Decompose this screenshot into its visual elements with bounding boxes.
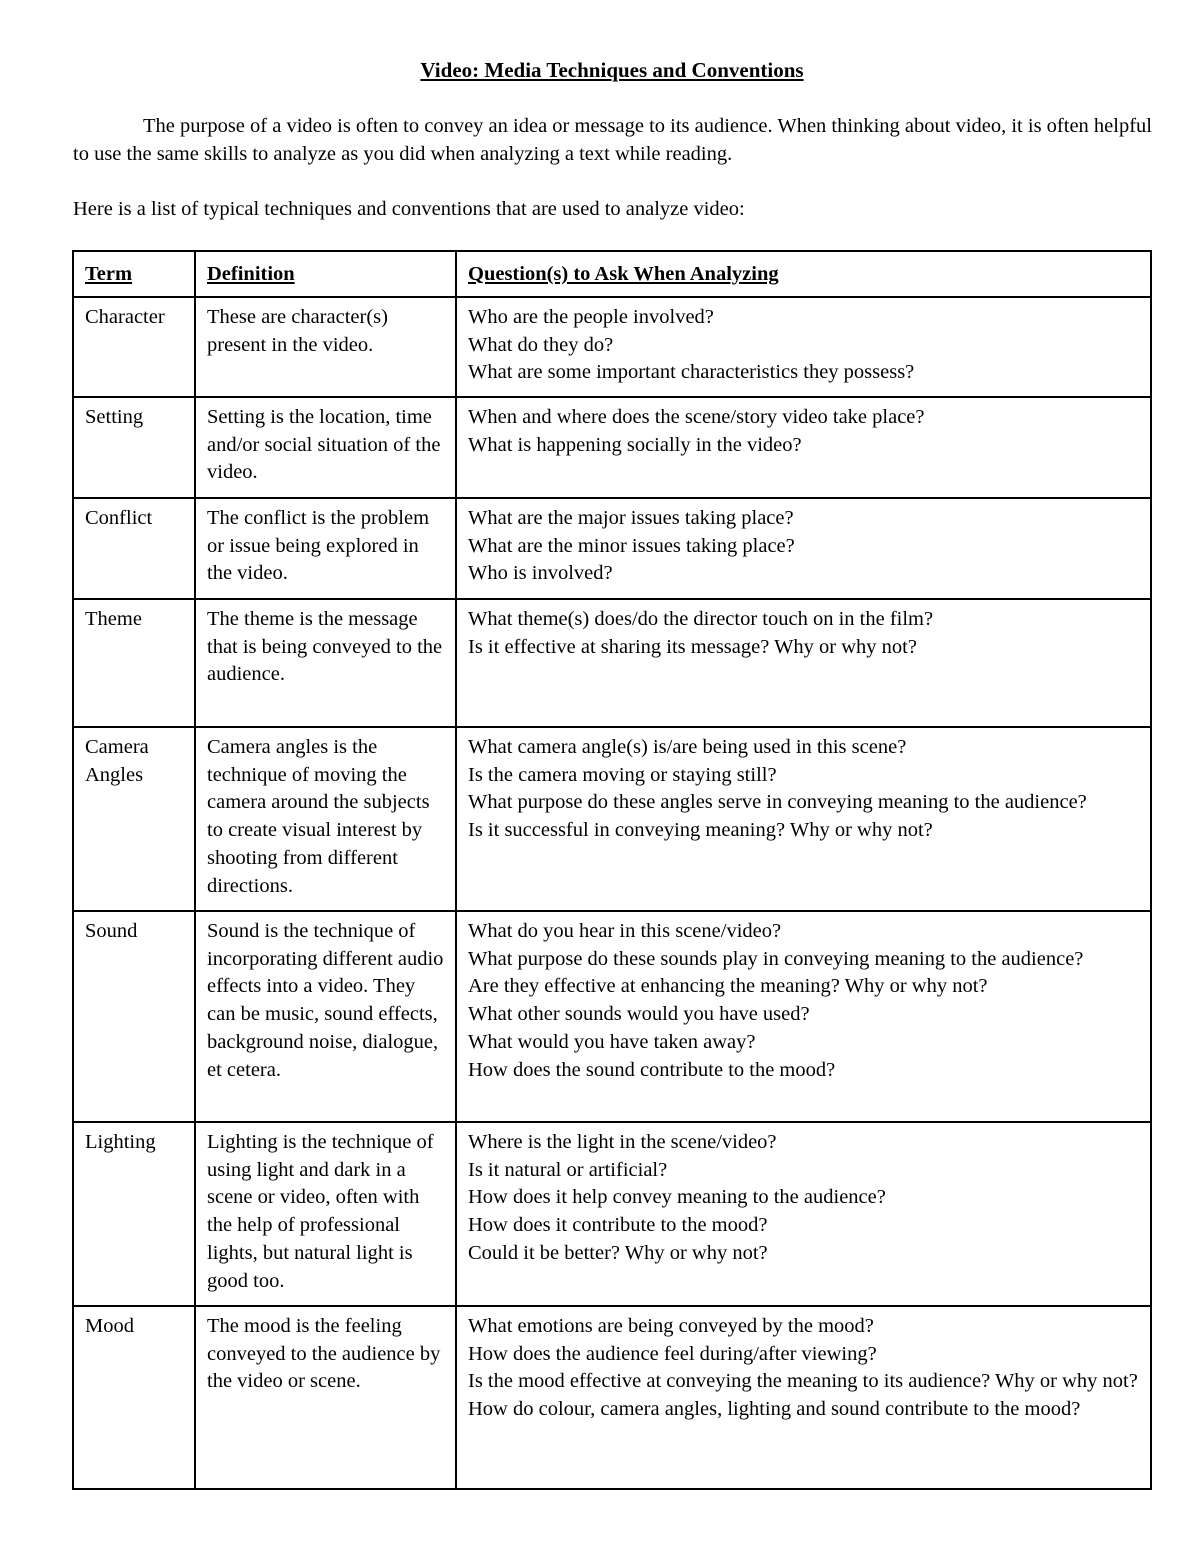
header-term <box>73 251 195 297</box>
questions-cell <box>456 397 1151 498</box>
definition-cell: Camera angles is the technique of moving the camera around the subjects to create visual interest by shooting from different directions. <box>195 727 456 911</box>
question-line: Could it be better? Why or why not? <box>468 1241 768 1264</box>
question-line: How do colour, camera angles, lighting and sound contribute to the mood? <box>468 1398 1081 1421</box>
definition-cell: The theme is the message that is being conveyed to the audience. <box>195 599 456 727</box>
table-row <box>73 397 1151 498</box>
question-line: Where is the light in the scene/video? <box>468 1131 777 1153</box>
table-row <box>73 297 1151 397</box>
question-line: How does it contribute to the mood? <box>468 1214 768 1237</box>
term-cell: Mood <box>73 1306 195 1489</box>
questions-cell <box>456 498 1151 599</box>
question-line: What emotions are being conveyed by the mood? <box>468 1315 874 1337</box>
questions-cell <box>456 911 1151 1122</box>
question-line: Is the camera moving or staying still? <box>468 763 777 786</box>
term-cell: Setting <box>73 397 195 498</box>
table-row <box>73 1122 1151 1306</box>
questions-cell <box>456 599 1151 727</box>
questions-cell <box>456 1306 1151 1489</box>
definition-cell: Lighting is the technique of using light and dark in a scene or video, often with the help of professional lights, but natural light is good too. <box>195 1122 456 1306</box>
question-line: Is it successful in conveying meaning? Why or why not? <box>468 819 933 842</box>
question-line: How does the sound contribute to the mood? <box>468 1058 836 1081</box>
questions-cell <box>456 1122 1151 1306</box>
question-line: What are some important characteristics they possess? <box>468 361 915 384</box>
definition-cell: The conflict is the problem or issue being explored in the video. <box>195 498 456 599</box>
lead-paragraph: Here is a list of typical techniques and conventions that are used to analyze video: <box>73 198 745 220</box>
table-header <box>73 251 1151 297</box>
header-definition <box>195 251 456 297</box>
term-cell: Sound <box>73 911 195 1122</box>
question-line: When and where does the scene/story video take place? <box>468 406 925 428</box>
term-cell: Character <box>73 297 195 397</box>
question-line: What camera angle(s) is/are being used in this scene? <box>468 736 907 758</box>
question-line: What are the minor issues taking place? <box>468 534 795 557</box>
question-line: Is it natural or artificial? <box>468 1158 668 1181</box>
question-line: What do you hear in this scene/video? <box>468 920 782 942</box>
question-line: What other sounds would you have used? <box>468 1003 810 1026</box>
header-questions <box>456 251 1151 297</box>
term-cell: Conflict <box>73 498 195 599</box>
term-cell: Theme <box>73 599 195 727</box>
question-line: What do they do? <box>468 333 614 356</box>
question-line: What are the major issues taking place? <box>468 507 794 529</box>
table-row <box>73 1306 1151 1489</box>
term-cell: Lighting <box>73 1122 195 1306</box>
techniques-table <box>72 250 1152 1490</box>
questions-cell <box>456 297 1151 397</box>
question-line: What purpose do these sounds play in conveying meaning to the audience? <box>468 947 1084 970</box>
question-line: What purpose do these angles serve in conveying meaning to the audience? <box>468 791 1087 814</box>
header-questions-label: Question(s) to Ask When Analyzing <box>468 263 779 285</box>
question-line: What is happening socially in the video? <box>468 433 802 456</box>
question-line: Who is involved? <box>468 562 613 585</box>
table-row <box>73 599 1151 727</box>
document-title: Video: Media Techniques and Conventions <box>420 58 804 82</box>
definition-cell: These are character(s) present in the video. <box>195 297 456 397</box>
question-line: Are they effective at enhancing the meaning? Why or why not? <box>468 975 988 998</box>
table-row <box>73 498 1151 599</box>
header-row <box>73 251 1151 297</box>
question-line: How does the audience feel during/after viewing? <box>468 1342 877 1365</box>
table-row <box>73 727 1151 911</box>
term-cell: Camera Angles <box>73 727 195 911</box>
table-row <box>73 911 1151 1122</box>
question-line: What theme(s) does/do the director touch on in the film? <box>468 608 934 630</box>
questions-cell <box>456 727 1151 911</box>
intro-paragraph: The purpose of a video is often to convey an idea or message to its audience. When thinking about video, it is often helpful to use the same skills to analyze as you did when analyzing a text while reading. <box>73 115 1152 165</box>
header-definition-label: Definition <box>207 263 295 285</box>
question-line: Is it effective at sharing its message? Why or why not? <box>468 635 917 658</box>
definition-cell: Sound is the technique of incorporating different audio effects into a video. They can be music, sound effects, background noise, dialogue, et cetera. <box>195 911 456 1122</box>
header-term-label: Term <box>85 263 133 285</box>
question-line: Is the mood effective at conveying the meaning to its audience? Why or why not? <box>468 1370 1138 1393</box>
question-line: What would you have taken away? <box>468 1030 756 1053</box>
definition-cell: Setting is the location, time and/or social situation of the video. <box>195 397 456 498</box>
question-line: How does it help convey meaning to the audience? <box>468 1186 886 1209</box>
question-line: Who are the people involved? <box>468 306 714 328</box>
definition-cell: The mood is the feeling conveyed to the audience by the video or scene. <box>195 1306 456 1489</box>
